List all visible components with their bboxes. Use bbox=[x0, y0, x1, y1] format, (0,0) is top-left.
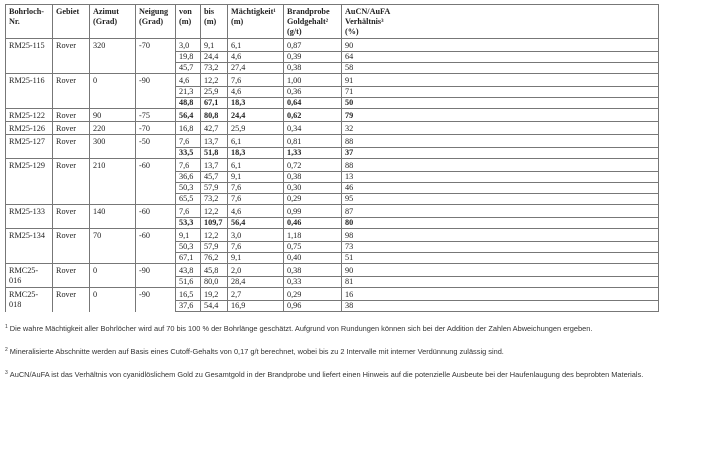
cell-gebiet: Rover bbox=[53, 288, 90, 312]
cell-von: 16,8 bbox=[176, 122, 201, 135]
cell-verhaeltnis: 88 bbox=[342, 135, 659, 148]
cell-verhaeltnis: 50 bbox=[342, 98, 659, 109]
cell-maechtigkeit: 2,0 bbox=[228, 264, 284, 277]
cell-von: 21,3 bbox=[176, 87, 201, 98]
cell-maechtigkeit: 18,3 bbox=[228, 148, 284, 159]
cell-gebiet: Rover bbox=[53, 109, 90, 122]
cell-verhaeltnis: 37 bbox=[342, 148, 659, 159]
cell-verhaeltnis: 90 bbox=[342, 39, 659, 52]
cell-bis: 42,7 bbox=[201, 122, 228, 135]
cell-goldgehalt: 0,38 bbox=[284, 264, 342, 277]
table-row bbox=[6, 74, 659, 87]
cell-bis: 109,7 bbox=[201, 218, 228, 229]
cell-maechtigkeit: 7,6 bbox=[228, 194, 284, 205]
cell-von: 50,3 bbox=[176, 183, 201, 194]
cell-verhaeltnis: 32 bbox=[342, 122, 659, 135]
cell-verhaeltnis: 87 bbox=[342, 205, 659, 218]
cell-azimut: 140 bbox=[90, 205, 136, 229]
cell-von: 37,6 bbox=[176, 301, 201, 312]
cell-bohrloch: RM25-129 bbox=[6, 159, 53, 205]
cell-goldgehalt: 0,38 bbox=[284, 63, 342, 74]
cell-bohrloch: RM25-133 bbox=[6, 205, 53, 229]
cell-von: 36,6 bbox=[176, 172, 201, 183]
cell-bis: 45,7 bbox=[201, 172, 228, 183]
cell-goldgehalt: 0,96 bbox=[284, 301, 342, 312]
cell-neigung: -70 bbox=[136, 39, 176, 74]
cell-maechtigkeit: 4,6 bbox=[228, 87, 284, 98]
cell-goldgehalt: 0,87 bbox=[284, 39, 342, 52]
cell-verhaeltnis: 64 bbox=[342, 52, 659, 63]
cell-maechtigkeit: 2,7 bbox=[228, 288, 284, 301]
cell-goldgehalt: 0,81 bbox=[284, 135, 342, 148]
cell-neigung: -60 bbox=[136, 229, 176, 264]
cell-maechtigkeit: 24,4 bbox=[228, 109, 284, 122]
cell-neigung: -60 bbox=[136, 159, 176, 205]
cell-bis: 80,0 bbox=[201, 277, 228, 288]
cell-gebiet: Rover bbox=[53, 205, 90, 229]
header-neigung: Neigung (Grad) bbox=[136, 5, 176, 39]
cell-verhaeltnis: 73 bbox=[342, 242, 659, 253]
cell-maechtigkeit: 9,1 bbox=[228, 253, 284, 264]
footnotes bbox=[5, 322, 700, 380]
cell-azimut: 210 bbox=[90, 159, 136, 205]
cell-goldgehalt: 0,64 bbox=[284, 98, 342, 109]
footnote-1: $^1$ Die wahre Mächtigkeit aller Bohrlöcher wird auf 70 bis 100 % der Bohrlänge geschätzt. Aufgrund von Rundungen können sich bei der Addition der Zahlen Abweichungen ergeben. bbox=[5, 324, 593, 333]
cell-gebiet: Rover bbox=[53, 74, 90, 109]
cell-bohrloch: RM25-115 bbox=[6, 39, 53, 74]
cell-verhaeltnis: 90 bbox=[342, 264, 659, 277]
cell-von: 9,1 bbox=[176, 229, 201, 242]
cell-gebiet: Rover bbox=[53, 39, 90, 74]
cell-bis: 54,4 bbox=[201, 301, 228, 312]
cell-goldgehalt: 0,99 bbox=[284, 205, 342, 218]
cell-bis: 73,2 bbox=[201, 63, 228, 74]
cell-bis: 76,2 bbox=[201, 253, 228, 264]
cell-maechtigkeit: 16,9 bbox=[228, 301, 284, 312]
cell-bis: 13,7 bbox=[201, 159, 228, 172]
cell-goldgehalt: 1,00 bbox=[284, 74, 342, 87]
cell-bis: 9,1 bbox=[201, 39, 228, 52]
cell-verhaeltnis: 80 bbox=[342, 218, 659, 229]
cell-bis: 25,9 bbox=[201, 87, 228, 98]
cell-azimut: 300 bbox=[90, 135, 136, 159]
footnote-2: $^2$ Mineralisierte Abschnitte werden auf Basis eines Cutoff-Gehalts von 0,17 g/t berechnet, wobei bis zu 2 Intervalle mit interner Verdünnung zulässig sind. bbox=[5, 347, 504, 356]
cell-bohrloch: RMC25-018 bbox=[6, 288, 53, 312]
cell-goldgehalt: 0,36 bbox=[284, 87, 342, 98]
cell-bis: 12,2 bbox=[201, 74, 228, 87]
cell-verhaeltnis: 51 bbox=[342, 253, 659, 264]
cell-bis: 80,8 bbox=[201, 109, 228, 122]
cell-goldgehalt: 0,38 bbox=[284, 172, 342, 183]
header-verhaeltnis: AuCN/AuFA Verhältnis³ (%) bbox=[342, 5, 659, 39]
cell-neigung: -90 bbox=[136, 74, 176, 109]
cell-gebiet: Rover bbox=[53, 264, 90, 288]
cell-bis: 73,2 bbox=[201, 194, 228, 205]
cell-gebiet: Rover bbox=[53, 135, 90, 159]
cell-von: 50,3 bbox=[176, 242, 201, 253]
cell-goldgehalt: 0,34 bbox=[284, 122, 342, 135]
cell-von: 48,8 bbox=[176, 98, 201, 109]
table-row bbox=[6, 205, 659, 218]
header-von: von (m) bbox=[176, 5, 201, 39]
cell-von: 16,5 bbox=[176, 288, 201, 301]
cell-von: 56,4 bbox=[176, 109, 201, 122]
table-row bbox=[6, 229, 659, 242]
cell-von: 65,5 bbox=[176, 194, 201, 205]
cell-maechtigkeit: 18,3 bbox=[228, 98, 284, 109]
cell-bis: 57,9 bbox=[201, 183, 228, 194]
table-row bbox=[6, 264, 659, 277]
cell-maechtigkeit: 4,6 bbox=[228, 205, 284, 218]
cell-bohrloch: RM25-116 bbox=[6, 74, 53, 109]
cell-von: 43,8 bbox=[176, 264, 201, 277]
header-bohrloch: Bohrloch- Nr. bbox=[6, 5, 53, 39]
header-goldgehalt: Brandprobe Goldgehalt² (g/t) bbox=[284, 5, 342, 39]
cell-goldgehalt: 0,40 bbox=[284, 253, 342, 264]
cell-maechtigkeit: 4,6 bbox=[228, 52, 284, 63]
cell-von: 7,6 bbox=[176, 135, 201, 148]
cell-bis: 67,1 bbox=[201, 98, 228, 109]
cell-von: 45,7 bbox=[176, 63, 201, 74]
cell-bis: 51,8 bbox=[201, 148, 228, 159]
cell-verhaeltnis: 13 bbox=[342, 172, 659, 183]
cell-von: 53,3 bbox=[176, 218, 201, 229]
cell-maechtigkeit: 7,6 bbox=[228, 74, 284, 87]
cell-neigung: -60 bbox=[136, 205, 176, 229]
cell-bis: 24,4 bbox=[201, 52, 228, 63]
cell-bis: 12,2 bbox=[201, 229, 228, 242]
cell-maechtigkeit: 6,1 bbox=[228, 159, 284, 172]
cell-goldgehalt: 1,18 bbox=[284, 229, 342, 242]
header-azimut: Azimut (Grad) bbox=[90, 5, 136, 39]
cell-verhaeltnis: 38 bbox=[342, 301, 659, 312]
cell-verhaeltnis: 95 bbox=[342, 194, 659, 205]
cell-bis: 13,7 bbox=[201, 135, 228, 148]
cell-maechtigkeit: 25,9 bbox=[228, 122, 284, 135]
cell-von: 7,6 bbox=[176, 159, 201, 172]
cell-verhaeltnis: 81 bbox=[342, 277, 659, 288]
table-row bbox=[6, 122, 659, 135]
cell-goldgehalt: 0,30 bbox=[284, 183, 342, 194]
cell-bohrloch: RMC25-016 bbox=[6, 264, 53, 288]
cell-von: 4,6 bbox=[176, 74, 201, 87]
cell-verhaeltnis: 16 bbox=[342, 288, 659, 301]
cell-verhaeltnis: 46 bbox=[342, 183, 659, 194]
drill-results-table bbox=[5, 4, 659, 312]
cell-goldgehalt: 0,29 bbox=[284, 288, 342, 301]
cell-goldgehalt: 0,46 bbox=[284, 218, 342, 229]
cell-maechtigkeit: 7,6 bbox=[228, 242, 284, 253]
table-row bbox=[6, 109, 659, 122]
cell-gebiet: Rover bbox=[53, 122, 90, 135]
table-header-row bbox=[6, 5, 659, 39]
cell-azimut: 90 bbox=[90, 109, 136, 122]
cell-bis: 12,2 bbox=[201, 205, 228, 218]
cell-neigung: -50 bbox=[136, 135, 176, 159]
cell-goldgehalt: 0,39 bbox=[284, 52, 342, 63]
cell-goldgehalt: 0,62 bbox=[284, 109, 342, 122]
table-row bbox=[6, 135, 659, 148]
cell-maechtigkeit: 3,0 bbox=[228, 229, 284, 242]
cell-maechtigkeit: 6,1 bbox=[228, 39, 284, 52]
cell-maechtigkeit: 7,6 bbox=[228, 183, 284, 194]
cell-gebiet: Rover bbox=[53, 159, 90, 205]
cell-goldgehalt: 0,33 bbox=[284, 277, 342, 288]
cell-verhaeltnis: 98 bbox=[342, 229, 659, 242]
cell-maechtigkeit: 28,4 bbox=[228, 277, 284, 288]
table-row bbox=[6, 159, 659, 172]
cell-verhaeltnis: 79 bbox=[342, 109, 659, 122]
table-row bbox=[6, 288, 659, 301]
cell-neigung: -90 bbox=[136, 288, 176, 312]
header-bis: bis (m) bbox=[201, 5, 228, 39]
table-row bbox=[6, 39, 659, 52]
cell-verhaeltnis: 71 bbox=[342, 87, 659, 98]
header-maechtigkeit: Mächtigkeit¹ (m) bbox=[228, 5, 284, 39]
cell-goldgehalt: 0,29 bbox=[284, 194, 342, 205]
cell-neigung: -75 bbox=[136, 109, 176, 122]
cell-maechtigkeit: 56,4 bbox=[228, 218, 284, 229]
cell-von: 19,8 bbox=[176, 52, 201, 63]
cell-bohrloch: RM25-126 bbox=[6, 122, 53, 135]
header-gebiet: Gebiet bbox=[53, 5, 90, 39]
cell-maechtigkeit: 27,4 bbox=[228, 63, 284, 74]
cell-neigung: -90 bbox=[136, 264, 176, 288]
cell-bohrloch: RM25-134 bbox=[6, 229, 53, 264]
cell-verhaeltnis: 88 bbox=[342, 159, 659, 172]
cell-maechtigkeit: 9,1 bbox=[228, 172, 284, 183]
cell-goldgehalt: 1,33 bbox=[284, 148, 342, 159]
cell-goldgehalt: 0,72 bbox=[284, 159, 342, 172]
cell-verhaeltnis: 91 bbox=[342, 74, 659, 87]
cell-von: 67,1 bbox=[176, 253, 201, 264]
cell-bis: 45,8 bbox=[201, 264, 228, 277]
footnote-3: $^3$ AuCN/AuFA ist das Verhältnis von cyanidlöslichem Gold zu Gesamtgold in der Brandprobe und liefert einen Hinweis auf die potenzielle Ausbeute bei der Haufenlaugung des beprobten Materials. bbox=[5, 370, 644, 379]
cell-azimut: 70 bbox=[90, 229, 136, 264]
cell-neigung: -70 bbox=[136, 122, 176, 135]
cell-bohrloch: RM25-127 bbox=[6, 135, 53, 159]
cell-bis: 57,9 bbox=[201, 242, 228, 253]
cell-verhaeltnis: 58 bbox=[342, 63, 659, 74]
cell-azimut: 320 bbox=[90, 39, 136, 74]
cell-azimut: 0 bbox=[90, 264, 136, 288]
cell-azimut: 220 bbox=[90, 122, 136, 135]
cell-maechtigkeit: 6,1 bbox=[228, 135, 284, 148]
cell-azimut: 0 bbox=[90, 74, 136, 109]
cell-goldgehalt: 0,75 bbox=[284, 242, 342, 253]
cell-von: 3,0 bbox=[176, 39, 201, 52]
cell-azimut: 0 bbox=[90, 288, 136, 312]
results-document bbox=[5, 4, 700, 391]
cell-von: 7,6 bbox=[176, 205, 201, 218]
table-body bbox=[6, 39, 659, 312]
cell-bohrloch: RM25-122 bbox=[6, 109, 53, 122]
cell-von: 33,5 bbox=[176, 148, 201, 159]
cell-bis: 19,2 bbox=[201, 288, 228, 301]
cell-von: 51,6 bbox=[176, 277, 201, 288]
cell-gebiet: Rover bbox=[53, 229, 90, 264]
